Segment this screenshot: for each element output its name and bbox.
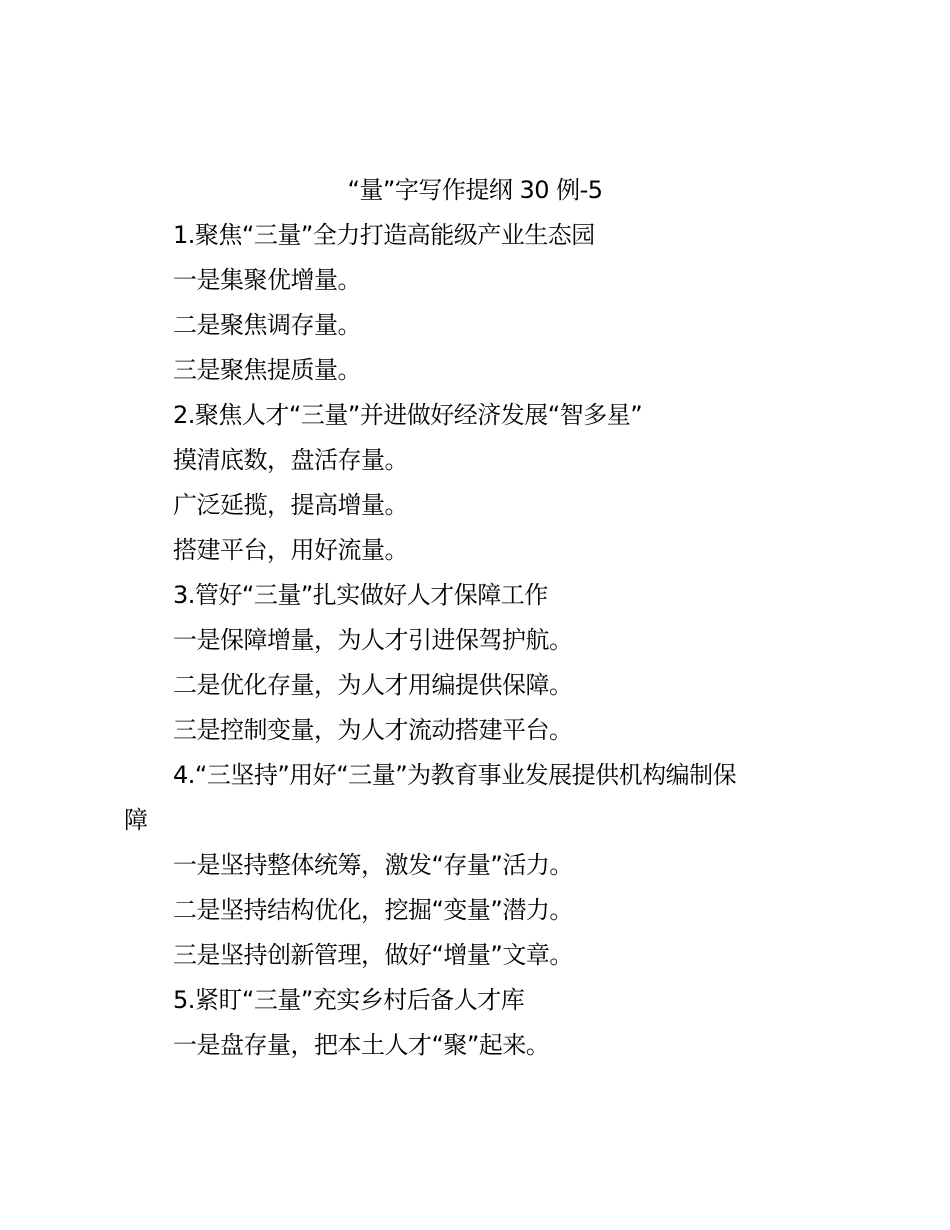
heading-2: 2.聚焦人才“三量”并进做好经济发展“智多星” <box>173 401 643 429</box>
list-item: 二是优化存量，为人才用编提供保障。 <box>173 671 573 699</box>
list-item: 搭建平台，用好流量。 <box>173 536 408 564</box>
list-item: 广泛延揽，提高增量。 <box>173 491 408 519</box>
list-item: 三是坚持创新管理，做好“增量”文章。 <box>173 941 573 969</box>
heading-4-continuation: 障 <box>124 806 148 834</box>
document-title: “量”字写作提纲 30 例-5 <box>347 176 603 204</box>
heading-1: 1.聚焦“三量”全力打造高能级产业生态园 <box>173 221 595 249</box>
list-item: 二是聚焦调存量。 <box>173 311 361 339</box>
list-item: 一是坚持整体统筹，激发“存量”活力。 <box>173 851 573 879</box>
list-item: 一是集聚优增量。 <box>173 266 361 294</box>
list-item: 一是盘存量，把本土人才“聚”起来。 <box>173 1031 550 1059</box>
heading-5: 5.紧盯“三量”充实乡村后备人才库 <box>173 986 525 1014</box>
heading-4: 4.“三坚持”用好“三量”为教育事业发展提供机构编制保 <box>173 761 737 789</box>
list-item: 三是控制变量，为人才流动搭建平台。 <box>173 716 573 744</box>
heading-3: 3.管好“三量”扎实做好人才保障工作 <box>173 581 548 609</box>
list-item: 三是聚焦提质量。 <box>173 356 361 384</box>
list-item: 一是保障增量，为人才引进保驾护航。 <box>173 626 573 654</box>
list-item: 摸清底数，盘活存量。 <box>173 446 408 474</box>
list-item: 二是坚持结构优化，挖掘“变量”潜力。 <box>173 896 573 924</box>
